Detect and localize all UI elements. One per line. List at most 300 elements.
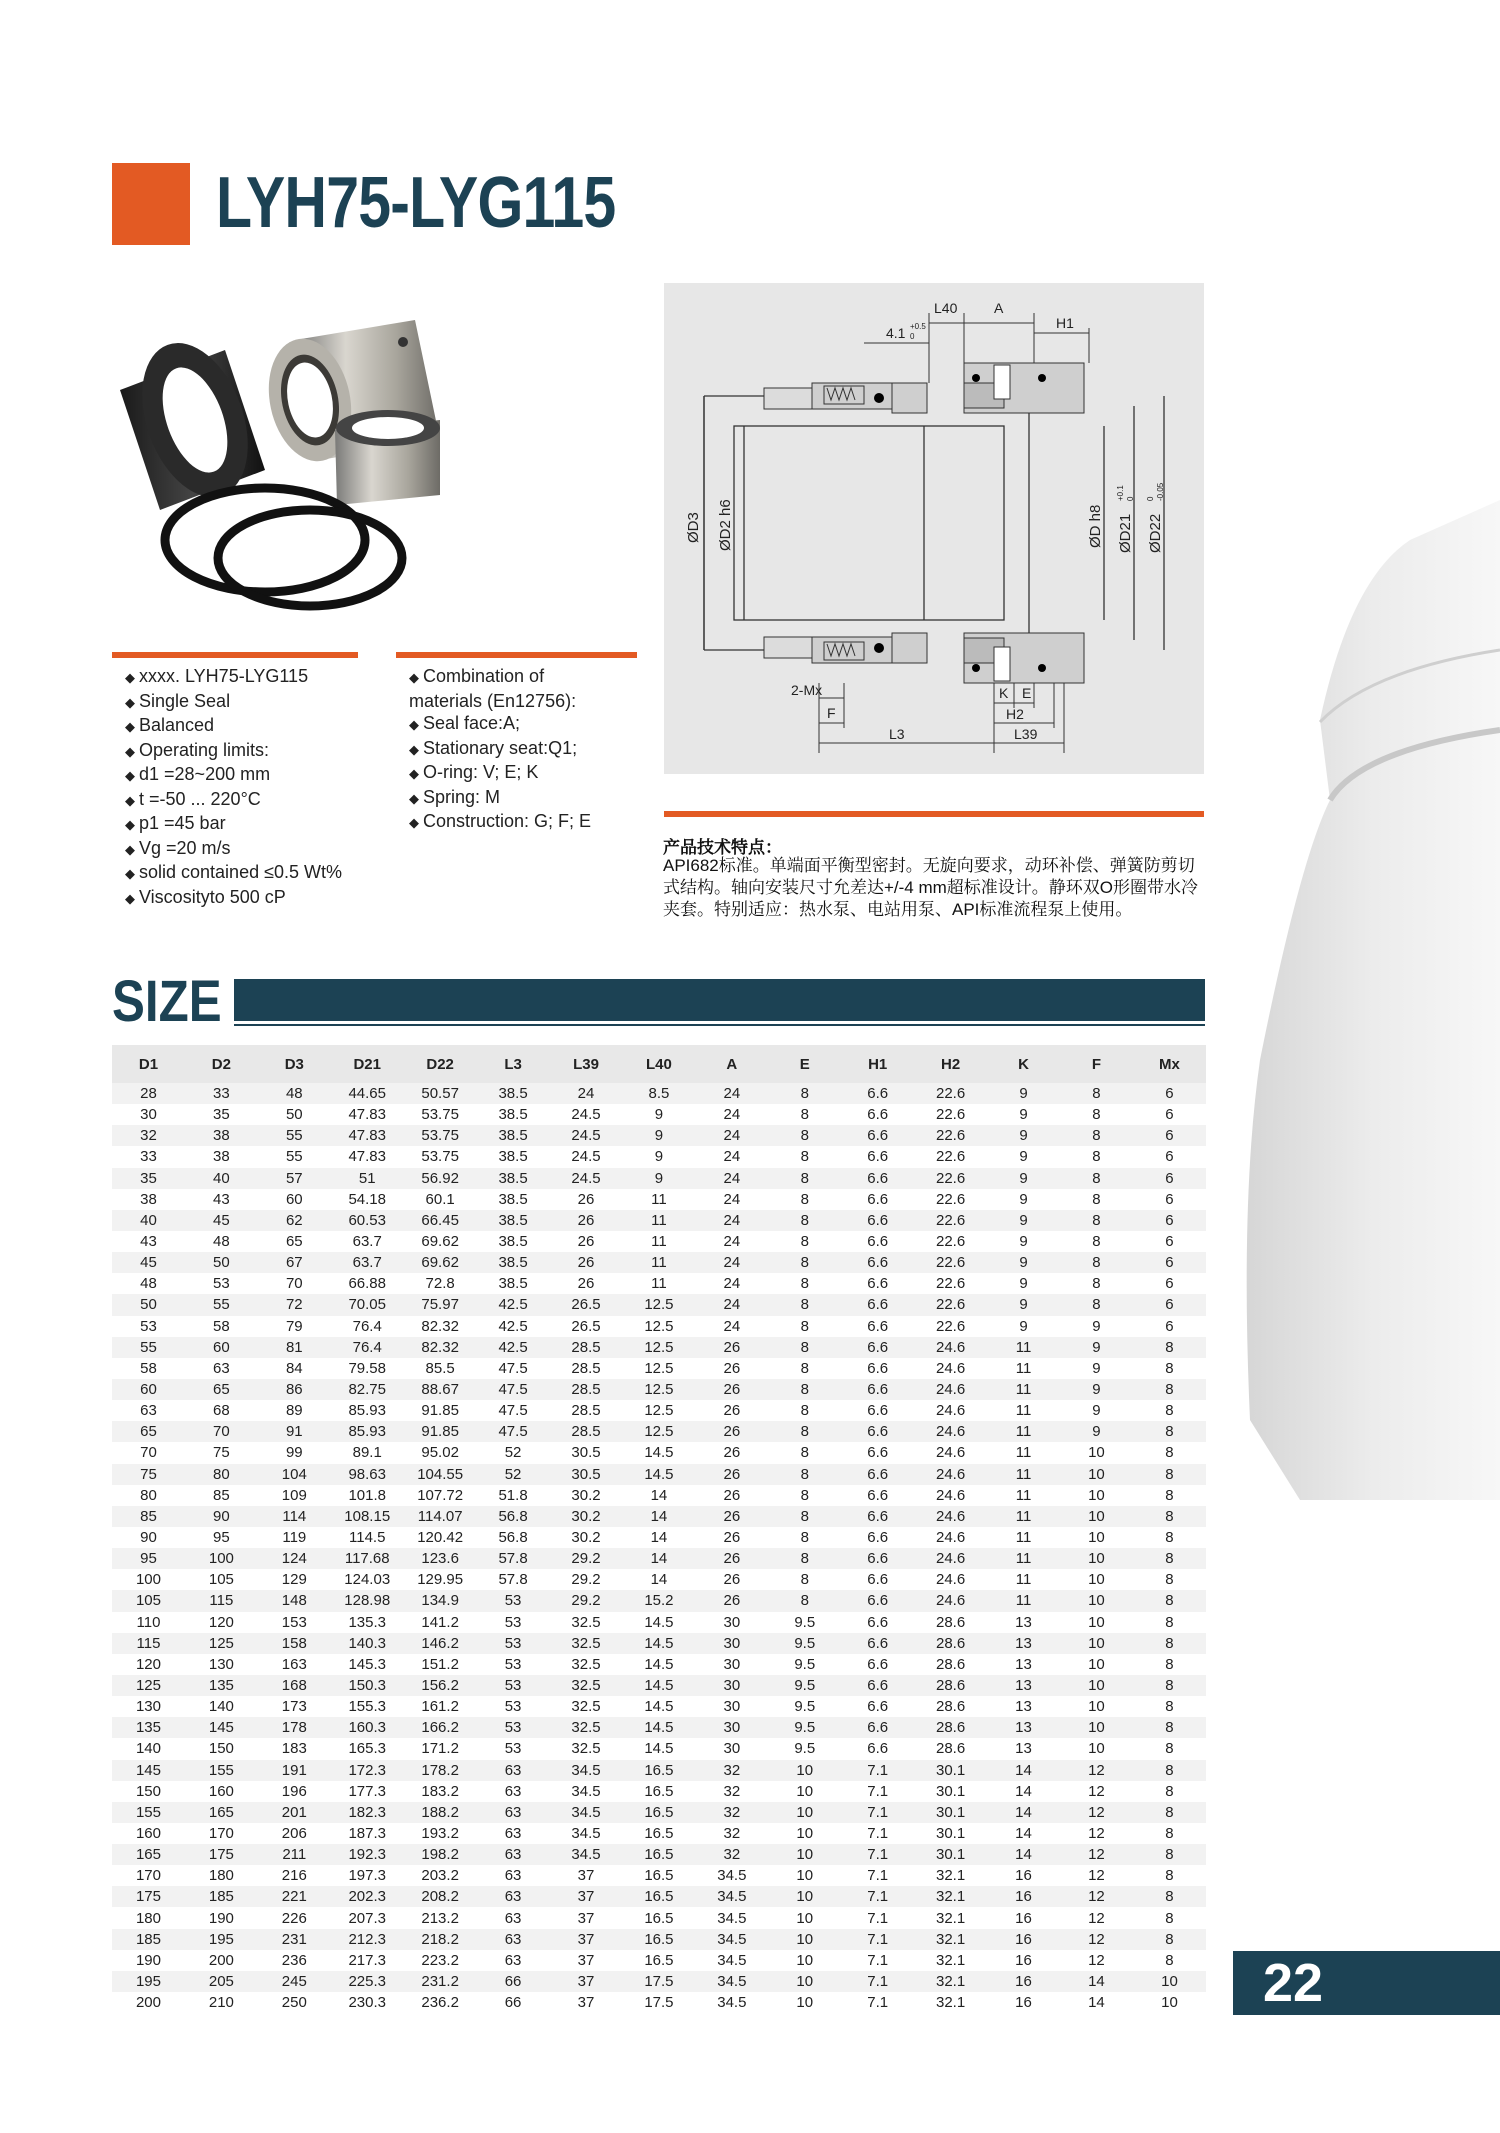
size-table [112,1045,1206,2013]
table-cell: 58 [112,1358,185,1379]
table-cell: 14 [622,1485,695,1506]
table-cell: 110 [112,1612,185,1633]
table-cell: 115 [112,1633,185,1654]
table-cell: 10 [1060,1590,1133,1611]
table-cell: 14 [622,1506,695,1527]
table-header-row [112,1045,1206,1083]
table-cell: 60.53 [331,1210,404,1231]
title-accent-square [112,163,190,245]
table-cell: 28.6 [914,1633,987,1654]
table-cell: 32 [695,1802,768,1823]
table-cell: 114.07 [404,1506,477,1527]
table-cell: 161.2 [404,1696,477,1717]
table-cell: 168 [258,1675,331,1696]
table-cell: 34.5 [695,1907,768,1928]
table-cell: 14.5 [622,1464,695,1485]
table-cell: 81 [258,1337,331,1358]
table-cell: 24.5 [550,1146,623,1167]
table-row [112,1379,1206,1400]
table-cell: 53.75 [404,1125,477,1146]
table-cell: 14 [987,1802,1060,1823]
table-cell: 12.5 [622,1400,695,1421]
table-cell: 6.6 [841,1675,914,1696]
table-cell: 8 [1060,1252,1133,1273]
table-cell: 7.1 [841,1992,914,2013]
table-cell: 24.6 [914,1421,987,1442]
table-cell: 8 [1133,1590,1206,1611]
table-cell: 90 [185,1506,258,1527]
label-41-tol-bot: 0 [910,332,915,341]
table-cell: 8 [768,1485,841,1506]
table-cell: 7.1 [841,1865,914,1886]
table-cell: 9 [622,1146,695,1167]
table-cell: 8 [1133,1485,1206,1506]
table-cell: 11 [987,1379,1060,1400]
table-row [112,1950,1206,1971]
table-cell: 115 [185,1590,258,1611]
table-cell: 225.3 [331,1971,404,1992]
table-cell: 223.2 [404,1950,477,1971]
table-cell: 148 [258,1590,331,1611]
table-cell: 213.2 [404,1907,477,1928]
table-cell: 6.6 [841,1442,914,1463]
table-cell: 14 [987,1844,1060,1865]
table-cell: 42.5 [477,1294,550,1315]
table-row [112,1168,1206,1189]
table-cell: 120 [112,1654,185,1675]
table-cell: 16 [987,1907,1060,1928]
table-cell: 16.5 [622,1929,695,1950]
table-cell: 6.6 [841,1485,914,1506]
table-cell: 6 [1133,1316,1206,1337]
table-cell: 30.5 [550,1442,623,1463]
table-cell: 12.5 [622,1358,695,1379]
table-cell: 65 [185,1379,258,1400]
table-cell: 221 [258,1886,331,1907]
table-cell: 173 [258,1696,331,1717]
table-cell: 24.6 [914,1590,987,1611]
table-cell: 166.2 [404,1717,477,1738]
table-cell: 44.65 [331,1083,404,1104]
table-cell: 34.5 [550,1760,623,1781]
table-cell: 8 [768,1421,841,1442]
table-cell: 34.5 [550,1844,623,1865]
table-cell: 24.6 [914,1442,987,1463]
table-cell: 231.2 [404,1971,477,1992]
table-cell: 53 [477,1675,550,1696]
table-cell: 135 [185,1675,258,1696]
table-cell: 140.3 [331,1633,404,1654]
table-cell: 160 [112,1823,185,1844]
table-cell: 6.6 [841,1294,914,1315]
table-cell: 24 [695,1104,768,1125]
table-cell: 230.3 [331,1992,404,2013]
table-cell: 8 [1133,1421,1206,1442]
spec-item: ◆ Seal face:A; [409,713,521,733]
table-cell: 90 [112,1527,185,1548]
table-cell: 82.32 [404,1316,477,1337]
table-cell: 172.3 [331,1760,404,1781]
table-cell: 191 [258,1760,331,1781]
table-cell: 50 [112,1294,185,1315]
table-cell: 190 [112,1950,185,1971]
table-cell: 12 [1060,1844,1133,1865]
table-cell: 32.1 [914,1950,987,1971]
table-cell: 231 [258,1929,331,1950]
table-cell: 8 [768,1294,841,1315]
table-cell: 105 [112,1590,185,1611]
table-row [112,1527,1206,1548]
table-cell: 8 [768,1506,841,1527]
table-cell: 30.1 [914,1802,987,1823]
table-cell: 183 [258,1738,331,1759]
table-cell: 180 [112,1907,185,1928]
table-cell: 10 [768,1823,841,1844]
table-cell: 43 [112,1231,185,1252]
table-cell: 34.5 [695,1950,768,1971]
table-cell: 8 [768,1527,841,1548]
table-cell: 153 [258,1612,331,1633]
table-cell: 28.5 [550,1337,623,1358]
table-cell: 53 [477,1612,550,1633]
table-cell: 17.5 [622,1971,695,1992]
table-cell: 185 [112,1929,185,1950]
table-cell: 9 [987,1273,1060,1294]
table-row [112,1210,1206,1231]
table-cell: 79 [258,1316,331,1337]
table-cell: 53 [477,1654,550,1675]
table-cell: 70.05 [331,1294,404,1315]
table-cell: 37 [550,1886,623,1907]
table-cell: 6.6 [841,1400,914,1421]
background-seal-shape [1240,500,1500,1500]
table-cell: 8 [1133,1506,1206,1527]
table-cell: 22.6 [914,1252,987,1273]
table-cell: 12.5 [622,1316,695,1337]
table-cell: 63 [477,1844,550,1865]
table-cell: 8 [768,1400,841,1421]
table-cell: 9.5 [768,1696,841,1717]
page-number: 22 [1263,1953,1324,2013]
table-cell: 8 [1133,1464,1206,1485]
table-cell: 52 [477,1442,550,1463]
table-cell: 98.63 [331,1464,404,1485]
table-cell: 8 [1060,1273,1133,1294]
table-cell: 24 [695,1125,768,1146]
table-cell: 22.6 [914,1104,987,1125]
column-header: Mx [1133,1045,1206,1083]
table-row [112,1844,1206,1865]
table-cell: 9.5 [768,1675,841,1696]
table-row [112,1907,1206,1928]
table-cell: 8 [1060,1083,1133,1104]
table-cell: 6.6 [841,1231,914,1252]
table-cell: 12.5 [622,1294,695,1315]
table-cell: 53.75 [404,1146,477,1167]
table-cell: 56.92 [404,1168,477,1189]
table-cell: 55 [258,1146,331,1167]
table-cell: 8 [768,1146,841,1167]
table-cell: 16 [987,1992,1060,2013]
table-cell: 30.2 [550,1485,623,1506]
table-cell: 32 [695,1781,768,1802]
table-row [112,1316,1206,1337]
table-cell: 16.5 [622,1865,695,1886]
label-f: F [827,705,836,721]
table-cell: 42.5 [477,1316,550,1337]
table-cell: 10 [1060,1717,1133,1738]
table-cell: 10 [1060,1654,1133,1675]
table-cell: 28.5 [550,1421,623,1442]
table-cell: 6.6 [841,1548,914,1569]
label-d22-tol-bot: -0.05 [1156,482,1165,501]
drawing-rule [664,811,1204,817]
table-cell: 11 [622,1252,695,1273]
table-cell: 16 [987,1886,1060,1907]
technical-drawing [664,283,1204,774]
table-row [112,1886,1206,1907]
table-cell: 117.68 [331,1548,404,1569]
table-row [112,1231,1206,1252]
label-d3: ØD3 [685,512,702,543]
table-cell: 32.5 [550,1738,623,1759]
table-cell: 8 [768,1316,841,1337]
table-cell: 55 [258,1125,331,1146]
table-cell: 22.6 [914,1316,987,1337]
table-row [112,1717,1206,1738]
table-cell: 182.3 [331,1802,404,1823]
table-cell: 187.3 [331,1823,404,1844]
table-cell: 8 [768,1464,841,1485]
table-cell: 12.5 [622,1421,695,1442]
table-cell: 16 [987,1929,1060,1950]
table-cell: 89.1 [331,1442,404,1463]
table-cell: 22.6 [914,1168,987,1189]
table-cell: 34.5 [550,1823,623,1844]
table-row [112,1760,1206,1781]
table-cell: 8 [1133,1950,1206,1971]
spec-item: ◆ Vg =20 m/s [125,837,231,858]
table-cell: 206 [258,1823,331,1844]
table-cell: 6.6 [841,1210,914,1231]
table-cell: 40 [112,1210,185,1231]
table-cell: 7.1 [841,1823,914,1844]
table-cell: 26 [550,1189,623,1210]
table-cell: 24.5 [550,1168,623,1189]
table-cell: 32.5 [550,1633,623,1654]
table-cell: 24.5 [550,1104,623,1125]
table-cell: 28.6 [914,1738,987,1759]
table-cell: 86 [258,1379,331,1400]
table-cell: 236 [258,1950,331,1971]
table-cell: 35 [112,1168,185,1189]
table-cell: 14 [1060,1971,1133,1992]
table-cell: 104.55 [404,1464,477,1485]
features-body: API682标准。单端面平衡型密封。无旋向要求，动环补偿、弹簧防剪切式结构。轴向安装尺寸允差达+/-4 mm超标准设计。静环双O形圈带水冷夹套。特别适应：热水泵、电站用泵、API标准流程泵上使用。 [663,856,1199,919]
table-row [112,1929,1206,1950]
table-cell: 32.5 [550,1654,623,1675]
table-cell: 245 [258,1971,331,1992]
table-cell: 47.5 [477,1421,550,1442]
column-header: E [768,1045,841,1083]
table-cell: 43 [185,1189,258,1210]
table-cell: 8 [768,1189,841,1210]
table-cell: 10 [1133,1992,1206,2013]
table-cell: 130 [112,1696,185,1717]
table-cell: 123.6 [404,1548,477,1569]
table-cell: 105 [185,1569,258,1590]
table-cell: 8 [768,1252,841,1273]
table-cell: 26 [695,1400,768,1421]
table-cell: 63 [477,1781,550,1802]
table-cell: 38.5 [477,1210,550,1231]
table-cell: 10 [768,1950,841,1971]
table-cell: 28.6 [914,1696,987,1717]
table-cell: 57.8 [477,1548,550,1569]
table-cell: 8 [1060,1231,1133,1252]
table-cell: 24 [695,1146,768,1167]
table-cell: 9.5 [768,1633,841,1654]
table-cell: 38.5 [477,1125,550,1146]
table-cell: 22.6 [914,1083,987,1104]
table-cell: 26 [695,1464,768,1485]
table-cell: 26 [695,1569,768,1590]
table-cell: 6.6 [841,1590,914,1611]
table-cell: 171.2 [404,1738,477,1759]
table-row [112,1675,1206,1696]
table-cell: 13 [987,1612,1060,1633]
table-cell: 53 [477,1590,550,1611]
table-row [112,1464,1206,1485]
table-cell: 32 [695,1760,768,1781]
table-cell: 6.6 [841,1083,914,1104]
table-cell: 8 [1060,1146,1133,1167]
table-cell: 9.5 [768,1717,841,1738]
spec-item: ◆ p1 =45 bar [125,813,226,833]
table-cell: 70 [185,1421,258,1442]
spec-item: ◆ Combination of [409,666,545,686]
label-k: K [999,685,1009,701]
table-cell: 22.6 [914,1189,987,1210]
table-cell: 9 [1060,1400,1133,1421]
table-cell: 7.1 [841,1886,914,1907]
table-cell: 100 [112,1569,185,1590]
table-cell: 16 [987,1950,1060,1971]
table-cell: 185 [185,1886,258,1907]
table-cell: 63 [477,1886,550,1907]
table-cell: 47.83 [331,1104,404,1125]
table-cell: 8 [1060,1294,1133,1315]
table-cell: 155 [112,1802,185,1823]
table-cell: 207.3 [331,1907,404,1928]
table-cell: 22.6 [914,1294,987,1315]
table-cell: 26 [695,1337,768,1358]
table-cell: 53.75 [404,1104,477,1125]
table-cell: 28.6 [914,1717,987,1738]
table-cell: 11 [987,1548,1060,1569]
table-row [112,1781,1206,1802]
table-cell: 24 [695,1252,768,1273]
table-cell: 14.5 [622,1654,695,1675]
table-cell: 65 [258,1231,331,1252]
table-cell: 6.6 [841,1125,914,1146]
spec-item: ◆ d1 =28~200 mm [125,764,271,784]
table-cell: 63 [477,1950,550,1971]
table-cell: 190 [185,1907,258,1928]
table-cell: 76.4 [331,1337,404,1358]
table-cell: 8 [768,1379,841,1400]
table-cell: 16 [987,1971,1060,1992]
table-row [112,1125,1206,1146]
table-cell: 9 [987,1146,1060,1167]
table-cell: 135 [112,1717,185,1738]
table-cell: 65 [112,1421,185,1442]
table-cell: 8 [1133,1907,1206,1928]
table-cell: 208.2 [404,1886,477,1907]
table-cell: 38.5 [477,1104,550,1125]
label-a: A [994,300,1004,316]
table-cell: 70 [258,1273,331,1294]
table-cell: 34.5 [550,1781,623,1802]
label-d21-tol-bot: 0 [1126,496,1135,501]
table-cell: 8 [768,1569,841,1590]
table-cell: 47.5 [477,1379,550,1400]
table-cell: 51 [331,1168,404,1189]
table-cell: 26 [695,1485,768,1506]
table-cell: 24.6 [914,1506,987,1527]
table-cell: 33 [185,1083,258,1104]
table-cell: 8 [1133,1654,1206,1675]
table-cell: 10 [1060,1675,1133,1696]
table-cell: 6.6 [841,1358,914,1379]
table-cell: 6.6 [841,1654,914,1675]
table-cell: 12 [1060,1781,1133,1802]
table-cell: 32 [695,1844,768,1865]
table-cell: 6 [1133,1189,1206,1210]
table-cell: 165 [185,1802,258,1823]
table-cell: 8 [1133,1442,1206,1463]
table-cell: 38 [112,1189,185,1210]
table-cell: 67 [258,1252,331,1273]
table-cell: 200 [185,1950,258,1971]
table-cell: 9 [987,1168,1060,1189]
table-cell: 75 [185,1442,258,1463]
column-header: H1 [841,1045,914,1083]
table-cell: 32.5 [550,1612,623,1633]
table-cell: 76.4 [331,1316,404,1337]
table-cell: 55 [112,1337,185,1358]
table-cell: 8 [1133,1865,1206,1886]
table-cell: 14.5 [622,1612,695,1633]
table-cell: 8 [1060,1210,1133,1231]
table-row [112,1506,1206,1527]
table-cell: 8 [1133,1400,1206,1421]
table-cell: 28.6 [914,1675,987,1696]
table-cell: 66.88 [331,1273,404,1294]
table-cell: 24.6 [914,1527,987,1548]
table-cell: 42.5 [477,1337,550,1358]
table-cell: 85.93 [331,1421,404,1442]
table-cell: 150 [112,1781,185,1802]
table-cell: 26 [695,1548,768,1569]
table-cell: 11 [987,1569,1060,1590]
table-cell: 125 [185,1633,258,1654]
table-cell: 28.6 [914,1612,987,1633]
table-cell: 10 [1060,1506,1133,1527]
table-cell: 8 [1133,1781,1206,1802]
table-cell: 11 [987,1464,1060,1485]
table-cell: 68 [185,1400,258,1421]
